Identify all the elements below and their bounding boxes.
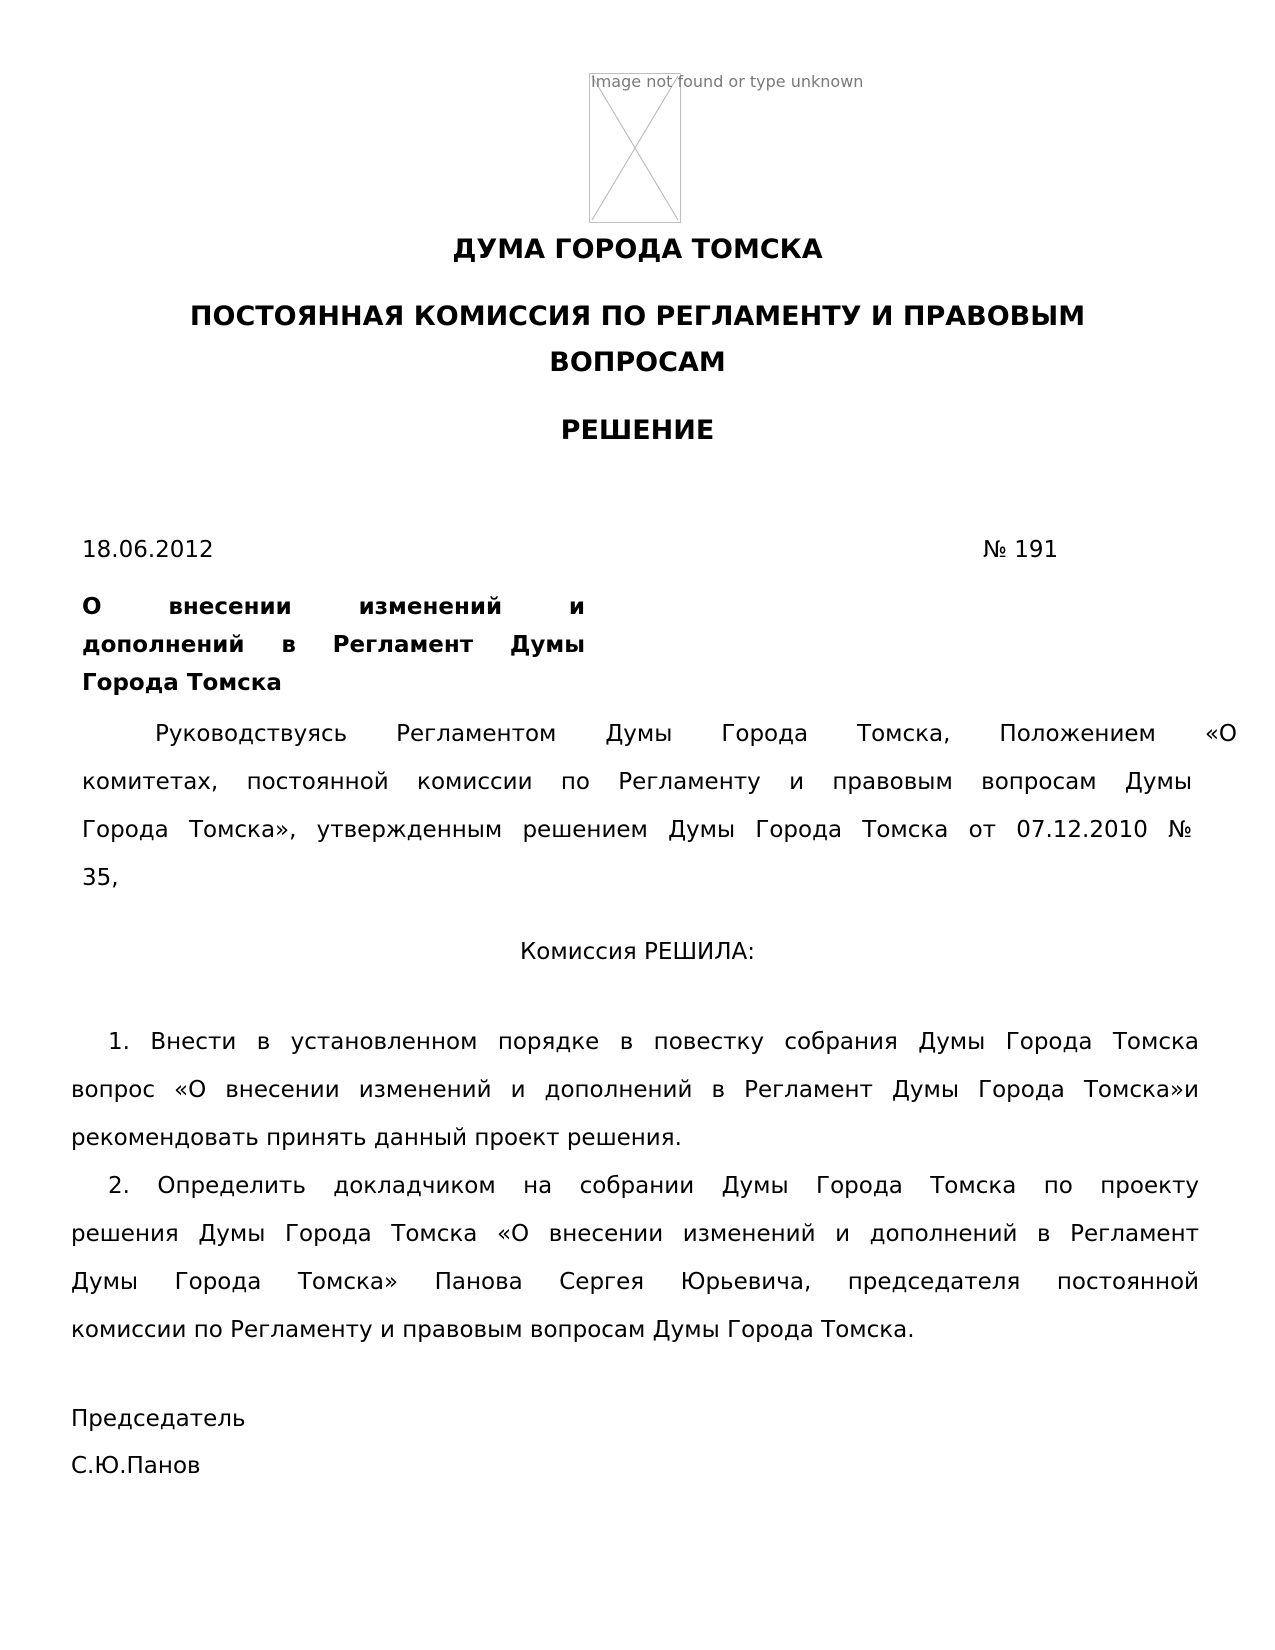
document-date: 18.06.2012 xyxy=(82,537,214,563)
signature-name: С.Ю.Панов xyxy=(71,1453,201,1479)
subject-line-3: Города Томска xyxy=(82,670,282,696)
emblem-image-placeholder xyxy=(589,73,681,223)
item-2-line-3: Думы Города Томска» Панова Сергея Юрьевича, председателя постоянной xyxy=(71,1269,1199,1295)
preamble-line-4: 35, xyxy=(82,865,119,891)
decision-item-1 xyxy=(71,1018,1199,1162)
commission-title-line-2: ВОПРОСАМ xyxy=(549,347,726,378)
preamble xyxy=(82,710,1237,902)
commission-title-line-1: ПОСТОЯННАЯ КОМИССИЯ ПО РЕГЛАМЕНТУ И ПРАВОВЫМ xyxy=(189,301,1086,332)
preamble-line-3: Города Томска», утвержденным решением Думы Города Томска от 07.12.2010 № xyxy=(82,817,1192,843)
organization-title: ДУМА ГОРОДА ТОМСКА xyxy=(452,234,823,265)
image-alt-text: Image not found or type unknown xyxy=(591,72,864,91)
subject-line-1: О внесении изменений и xyxy=(82,594,585,620)
item-2-line-1: 2. Определить докладчиком на собрании Думы Города Томска по проекту xyxy=(108,1173,1199,1199)
signature-title: Председатель xyxy=(71,1406,246,1432)
item-2-line-2: решения Думы Города Томска «О внесении изменений и дополнений в Регламент xyxy=(71,1221,1199,1247)
preamble-line-2: комитетах, постоянной комиссии по Регламенту и правовым вопросам Думы xyxy=(82,769,1192,795)
decision-heading: Комиссия РЕШИЛА: xyxy=(519,939,756,965)
document-number: № 191 xyxy=(983,537,1059,563)
item-1-line-3: рекомендовать принять данный проект решения. xyxy=(71,1125,682,1151)
broken-image-icon xyxy=(590,74,680,222)
item-1-line-1: 1. Внести в установленном порядке в повестку собрания Думы Города Томска xyxy=(108,1029,1199,1055)
document-subject xyxy=(82,588,585,702)
document-type: РЕШЕНИЕ xyxy=(560,415,715,446)
subject-line-2: дополнений в Регламент Думы xyxy=(82,632,585,658)
item-1-line-2: вопрос «О внесении изменений и дополнений в Регламент Думы Города Томска»и xyxy=(71,1077,1199,1103)
decision-item-2 xyxy=(71,1162,1199,1354)
preamble-line-1: Руководствуясь Регламентом Думы Города Томска, Положением «О xyxy=(155,721,1237,747)
item-2-line-4: комиссии по Регламенту и правовым вопросам Думы Города Томска. xyxy=(71,1317,915,1343)
